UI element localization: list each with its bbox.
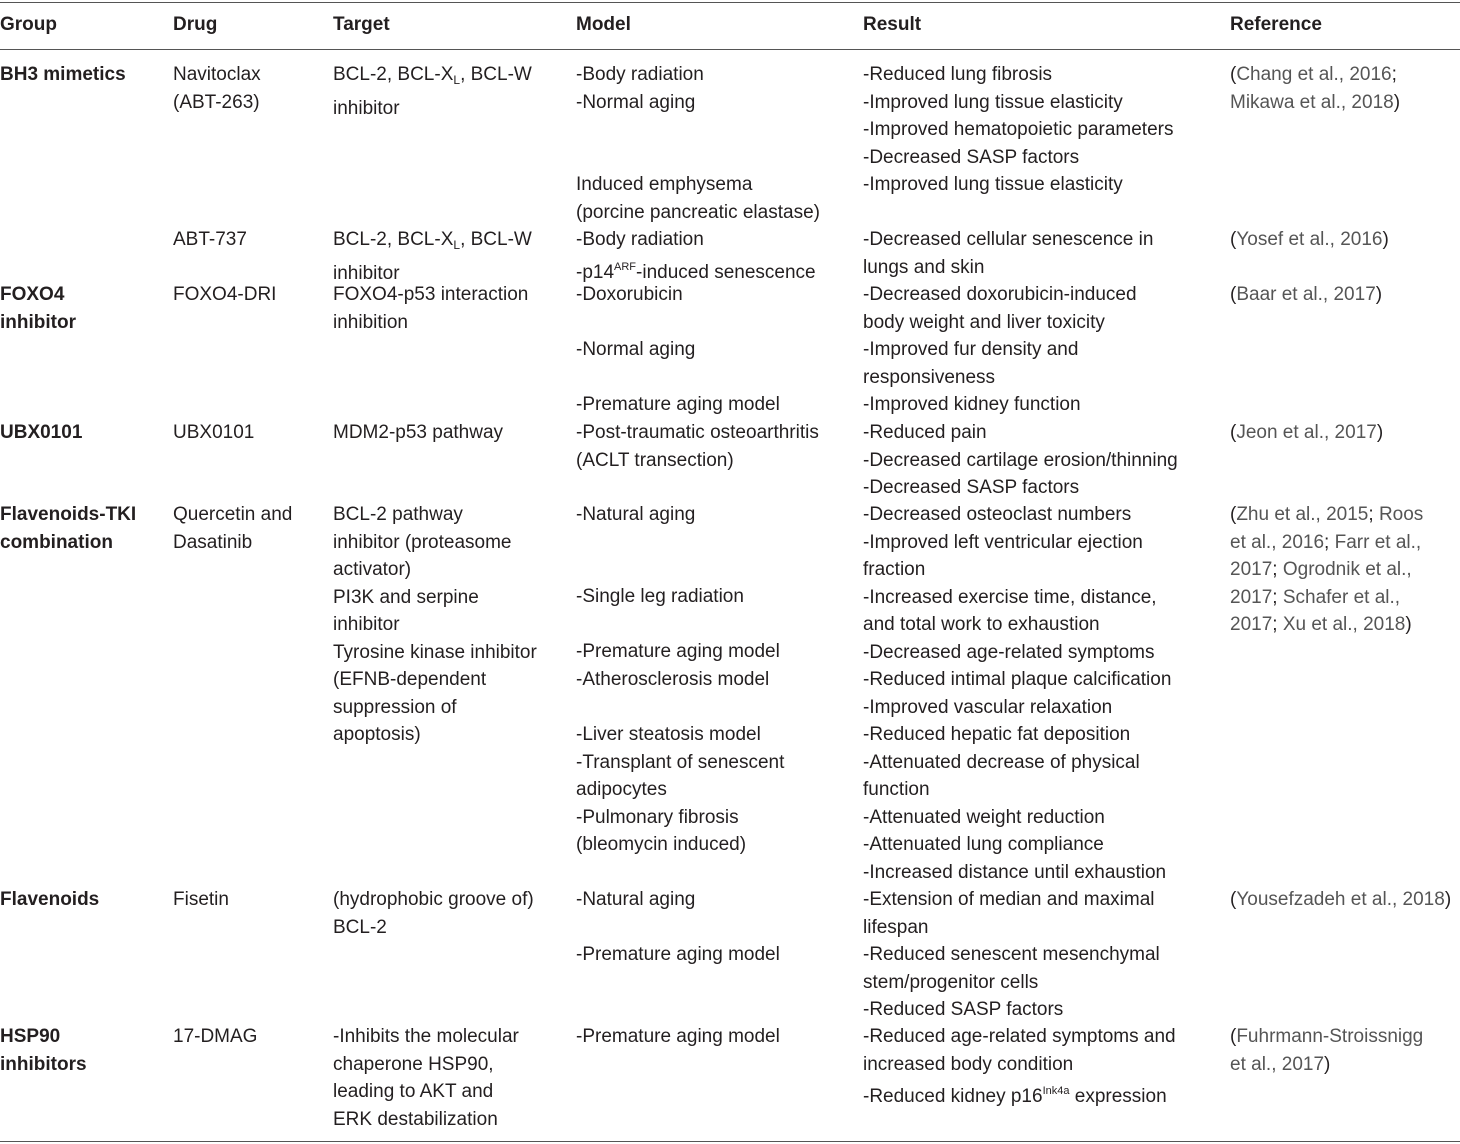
group-ubx0101: UBX0101 — [0, 422, 83, 443]
drug-ubx0101: UBX0101 — [173, 422, 255, 443]
target-line: activator) — [333, 559, 412, 580]
target-line: apoptosis) — [333, 724, 421, 745]
reference-17-dmag — [1230, 1023, 1423, 1078]
reference-link[interactable]: Baar et al., 2017 — [1236, 284, 1376, 305]
group-line: Flavenoids-TKI — [0, 504, 137, 525]
separator: ; — [1391, 64, 1397, 85]
model-foxo4-1: -Doxorubicin — [576, 284, 683, 305]
model-foxo4-2: -Normal aging — [576, 339, 696, 360]
paren: ( — [1230, 889, 1237, 910]
result-line: -Extension of median and maximal — [863, 889, 1155, 910]
paren: ( — [1230, 284, 1237, 305]
drug-quercetin-dasatinib — [173, 501, 292, 556]
paren: ) — [1405, 614, 1412, 635]
target-line: inhibitor (proteasome — [333, 531, 512, 553]
group-line: combination — [0, 531, 113, 553]
header-target: Target — [333, 14, 390, 35]
model-fisetin-1: -Natural aging — [576, 889, 696, 910]
result-line: increased body condition — [863, 1053, 1074, 1075]
model-flavtki-3 — [576, 638, 780, 693]
target-line: BCL-2 pathway — [333, 504, 463, 525]
superscript: ARF — [614, 260, 637, 273]
paren: ( — [1230, 422, 1237, 443]
model-line: -Normal aging — [576, 91, 696, 113]
model-line: -Premature aging model — [576, 641, 780, 662]
reference-line — [1230, 584, 1423, 612]
result-line: -Reduced intimal plaque calcification — [863, 669, 1172, 690]
group-flavenoids: Flavenoids — [0, 889, 100, 910]
target-line: BCL-2 — [333, 916, 387, 938]
group-foxo4-inhibitor — [0, 281, 76, 336]
target-text: BCL-2, BCL-X — [333, 64, 454, 85]
target-navitoclax — [333, 61, 532, 122]
separator: ; — [1324, 531, 1330, 553]
reference-line — [1230, 226, 1389, 254]
result-fisetin — [863, 886, 1160, 1024]
result-line: -Decreased SASP factors — [863, 477, 1080, 498]
result-line: fraction — [863, 559, 926, 580]
target-ubx0101: MDM2-p53 pathway — [333, 422, 504, 443]
reference-navitoclax — [1230, 61, 1400, 116]
group-bh3-mimetics: BH3 mimetics — [0, 64, 126, 85]
reference-abt-737 — [1230, 226, 1389, 254]
result-line: responsiveness — [863, 366, 996, 388]
target-line — [333, 226, 532, 260]
result-line: and total work to exhaustion — [863, 614, 1100, 635]
reference-link[interactable]: et al., 2017 — [1230, 1053, 1325, 1075]
reference-link[interactable]: Mikawa et al., 2018 — [1230, 91, 1394, 113]
target-line: suppression of — [333, 696, 457, 718]
result-line: -Improved hematopoietic parameters — [863, 119, 1174, 140]
drug-line: Dasatinib — [173, 531, 253, 553]
reference-line — [1230, 556, 1423, 584]
result-line: -Improved left ventricular ejection — [863, 531, 1143, 553]
header-drug: Drug — [173, 14, 218, 35]
model-flavtki-2: -Single leg radiation — [576, 586, 744, 607]
group-hsp90-inhibitors — [0, 1023, 87, 1078]
model-line: (porcine pancreatic elastase) — [576, 201, 820, 223]
result-line: -Reduced senescent mesenchymal — [863, 944, 1160, 965]
reference-line — [1230, 61, 1400, 89]
target-abt-737 — [333, 226, 532, 287]
result-line: function — [863, 779, 930, 800]
drug-abt-737: ABT-737 — [173, 229, 247, 250]
drug-fisetin: Fisetin — [173, 889, 229, 910]
drug-navitoclax — [173, 61, 261, 116]
paren: ( — [1230, 504, 1237, 525]
result-17-dmag — [863, 1023, 1176, 1111]
model-flavtki-4 — [576, 721, 784, 859]
reference-line — [1230, 89, 1400, 117]
reference-link[interactable]: Yousefzadeh et al., 2018 — [1236, 889, 1445, 910]
result-line: -Reduced hepatic fat deposition — [863, 724, 1131, 745]
result-line: -Increased distance until exhaustion — [863, 861, 1167, 883]
reference-link[interactable]: 2017 — [1230, 614, 1273, 635]
model-navitoclax-1 — [576, 61, 704, 116]
result-line: stem/progenitor cells — [863, 971, 1039, 993]
target-line: chaperone HSP90, — [333, 1053, 494, 1075]
drug-line: Navitoclax — [173, 64, 261, 85]
reference-link[interactable]: Farr et al., — [1334, 531, 1422, 553]
separator: ; — [1272, 614, 1278, 635]
model-text: -p14 — [576, 261, 615, 283]
result-line: -Attenuated decrease of physical — [863, 751, 1140, 773]
result-foxo4-1 — [863, 281, 1137, 336]
reference-line — [1230, 611, 1423, 639]
target-text: , BCL-W — [460, 229, 532, 250]
reference-link[interactable]: Zhu et al., 2015 — [1236, 504, 1369, 525]
paren: ) — [1393, 91, 1401, 113]
target-text: , BCL-W — [460, 64, 532, 85]
target-line: inhibitor — [333, 97, 400, 119]
result-foxo4-2 — [863, 336, 1078, 391]
paren: ( — [1230, 64, 1237, 85]
group-line: inhibitor — [0, 311, 76, 333]
target-line: -Inhibits the molecular — [333, 1026, 519, 1047]
model-line: adipocytes — [576, 779, 667, 800]
superscript: Ink4a — [1042, 1085, 1070, 1097]
result-line: lifespan — [863, 916, 929, 938]
result-line: -Increased exercise time, distance, — [863, 586, 1157, 608]
model-line: -Transplant of senescent — [576, 751, 785, 773]
result-line: -Improved lung tissue elasticity — [863, 91, 1123, 113]
model-abt-737 — [576, 226, 816, 286]
target-line: inhibitor — [333, 262, 400, 284]
subscript: L — [453, 73, 461, 87]
result-line: -Decreased cellular senescence in — [863, 229, 1154, 250]
model-line: Induced emphysema — [576, 174, 753, 195]
group-flavenoids-tki — [0, 501, 136, 556]
model-fisetin-2: -Premature aging model — [576, 944, 780, 965]
drug-line: (ABT-263) — [173, 91, 260, 113]
result-line: -Reduced SASP factors — [863, 999, 1064, 1020]
reference-link[interactable]: 2017 — [1230, 559, 1273, 580]
result-line: -Decreased SASP factors — [863, 146, 1080, 168]
reference-link[interactable]: Xu et al., 2018 — [1282, 614, 1406, 635]
target-line: inhibitor — [333, 614, 400, 635]
bottom-rule — [0, 1141, 1460, 1142]
result-flavtki-1 — [863, 501, 1171, 886]
reference-link[interactable]: Chang et al., 2016 — [1236, 64, 1392, 85]
result-line: -Reduced age-related symptoms and — [863, 1026, 1176, 1047]
model-line: -Atherosclerosis model — [576, 668, 770, 690]
model-line: (ACLT transection) — [576, 449, 734, 471]
result-line: -Decreased cartilage erosion/thinning — [863, 449, 1178, 471]
target-flavtki — [333, 501, 537, 749]
target-line: FOXO4-p53 interaction — [333, 284, 529, 305]
result-navitoclax-1 — [863, 61, 1173, 171]
model-line: -Post-traumatic osteoarthritis — [576, 422, 819, 443]
target-17-dmag — [333, 1023, 519, 1133]
target-text: BCL-2, BCL-X — [333, 229, 454, 250]
reference-link[interactable]: Jeon et al., 2017 — [1236, 422, 1377, 443]
model-text: -induced senescence — [636, 261, 816, 283]
reference-flavtki — [1230, 501, 1423, 639]
drug-line: Quercetin and — [173, 504, 293, 525]
model-flavtki-1: -Natural aging — [576, 504, 696, 525]
subscript: L — [453, 238, 461, 252]
model-navitoclax-2 — [576, 171, 820, 226]
result-line: -Improved fur density and — [863, 339, 1079, 360]
model-foxo4-3: -Premature aging model — [576, 394, 780, 415]
result-line: -Reduced pain — [863, 422, 987, 443]
reference-line — [1230, 501, 1423, 529]
target-fisetin — [333, 886, 534, 941]
paren: ) — [1376, 422, 1384, 443]
target-foxo4-dri — [333, 281, 528, 336]
model-line: -Liver steatosis model — [576, 724, 761, 745]
paren: ) — [1375, 284, 1383, 305]
reference-line — [1230, 419, 1383, 447]
result-line: -Decreased age-related symptoms — [863, 641, 1155, 663]
top-rule — [0, 2, 1460, 3]
target-line: leading to AKT and — [333, 1081, 494, 1102]
model-line: (bleomycin induced) — [576, 834, 747, 855]
separator: ; — [1272, 586, 1278, 608]
model-17-dmag: -Premature aging model — [576, 1026, 780, 1047]
model-line: -Pulmonary fibrosis — [576, 806, 739, 828]
result-line — [863, 1078, 1176, 1111]
paren: ) — [1324, 1053, 1331, 1075]
separator: ; — [1368, 504, 1374, 525]
target-line: (EFNB-dependent — [333, 669, 487, 690]
result-text: expression — [1069, 1086, 1167, 1107]
result-ubx0101 — [863, 419, 1178, 502]
target-line — [333, 61, 532, 95]
group-line: FOXO4 — [0, 284, 65, 305]
result-line: -Decreased doxorubicin-induced — [863, 284, 1137, 305]
drug-foxo4-dri: FOXO4-DRI — [173, 284, 277, 305]
reference-link[interactable]: 2017 — [1230, 586, 1273, 608]
target-line: inhibition — [333, 311, 408, 333]
result-line: -Reduced lung fibrosis — [863, 64, 1053, 85]
reference-link[interactable]: et al., 2016 — [1230, 531, 1325, 553]
reference-line — [1230, 1023, 1423, 1051]
target-line: (hydrophobic groove of) — [333, 889, 534, 910]
result-foxo4-3: -Improved kidney function — [863, 394, 1081, 415]
result-text: -Reduced kidney p16 — [863, 1086, 1043, 1107]
header-rule — [0, 49, 1460, 50]
result-line: -Improved lung tissue elasticity — [863, 174, 1123, 195]
reference-link[interactable]: Schafer et al., — [1282, 586, 1401, 608]
reference-link[interactable]: Roos — [1378, 504, 1424, 525]
header-result: Result — [863, 14, 922, 35]
target-line: Tyrosine kinase inhibitor — [333, 641, 537, 663]
target-line: PI3K and serpine — [333, 586, 479, 608]
result-abt-737 — [863, 226, 1153, 281]
result-line: body weight and liver toxicity — [863, 311, 1105, 333]
result-line: -Decreased osteoclast numbers — [863, 504, 1132, 525]
group-line: inhibitors — [0, 1053, 87, 1075]
result-navitoclax-2 — [863, 171, 1123, 199]
result-line: -Improved vascular relaxation — [863, 696, 1113, 718]
reference-line — [1230, 529, 1423, 557]
reference-link[interactable]: Yosef et al., 2016 — [1236, 229, 1383, 250]
drug-17-dmag: 17-DMAG — [173, 1026, 258, 1047]
reference-line — [1230, 1051, 1423, 1079]
reference-link[interactable]: Ogrodnik et al., — [1282, 559, 1412, 580]
group-line: HSP90 — [0, 1026, 61, 1047]
model-line: -Body radiation — [576, 64, 704, 85]
header-model: Model — [576, 14, 631, 35]
target-line: ERK destabilization — [333, 1108, 498, 1130]
reference-ubx0101 — [1230, 419, 1383, 447]
reference-line — [1230, 281, 1382, 309]
reference-link[interactable]: Fuhrmann-Stroissnigg — [1236, 1026, 1424, 1047]
result-line: lungs and skin — [863, 256, 985, 278]
reference-line — [1230, 886, 1451, 914]
reference-fisetin — [1230, 886, 1451, 914]
result-line: -Attenuated weight reduction — [863, 806, 1105, 828]
result-line: -Attenuated lung compliance — [863, 834, 1104, 855]
separator: ; — [1272, 559, 1278, 580]
paren: ( — [1230, 1026, 1237, 1047]
model-ubx0101 — [576, 419, 819, 474]
paren: ) — [1382, 229, 1389, 250]
model-line: -Body radiation — [576, 229, 704, 250]
paren: ) — [1444, 889, 1452, 910]
header-group: Group — [0, 14, 57, 35]
header-reference: Reference — [1230, 14, 1322, 35]
paren: ( — [1230, 229, 1237, 250]
reference-foxo4 — [1230, 281, 1382, 309]
